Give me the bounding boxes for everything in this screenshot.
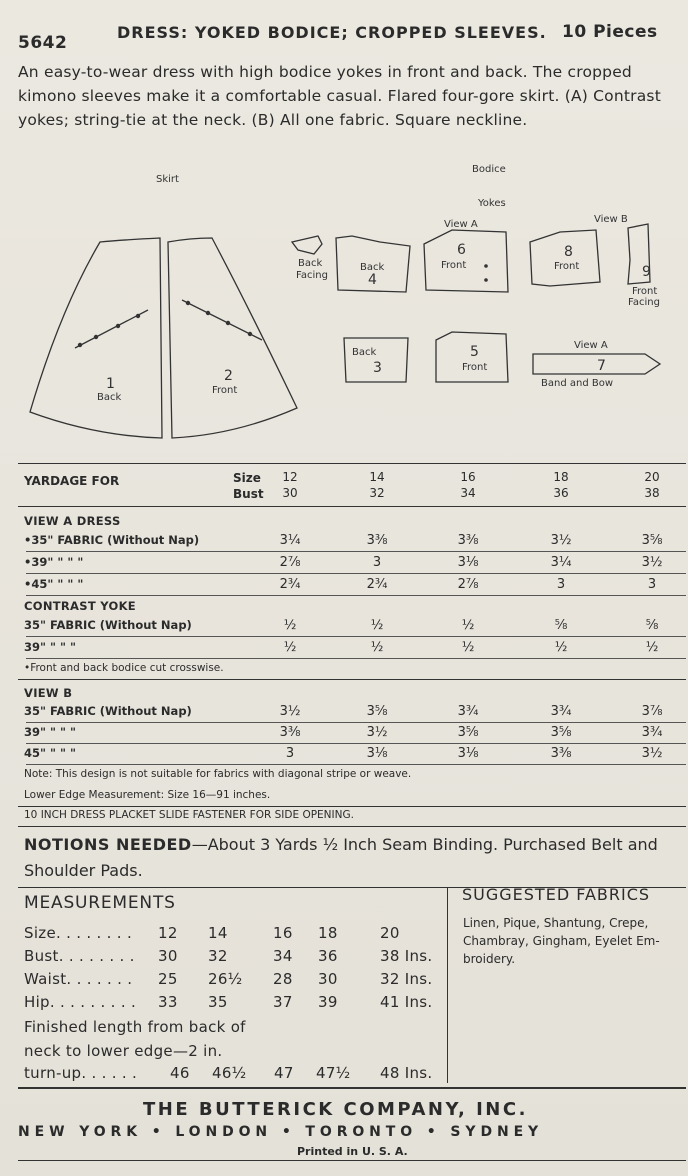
view-a-heading: VIEW A DRESS (24, 514, 121, 528)
turnup-value: 47 (274, 1064, 294, 1082)
bust-header-value: 30 (282, 486, 298, 500)
yardage-value: 3 (285, 746, 295, 761)
measure-value: 20 (380, 924, 400, 942)
diagonal-note: Note: This design is not suitable for fabrics with diagonal stripe or weave. (24, 768, 412, 780)
finished-length-line2: neck to lower edge—2 in. (24, 1042, 223, 1060)
piece-6-name: Front (441, 260, 467, 271)
yardage-value: 2¾ (279, 577, 301, 592)
yardage-value: 3⅝ (550, 725, 572, 740)
yardage-value: ½ (283, 618, 297, 633)
measure-value: 14 (208, 924, 228, 942)
yardage-value: 3 (372, 555, 382, 570)
yardage-value: ⅝ (554, 618, 568, 633)
piece-5-number: 5 (470, 344, 479, 360)
yardage-value: ½ (370, 618, 384, 633)
cities: NEW YORK • LONDON • TORONTO • SYDNEY (18, 1124, 544, 1140)
yardage-row (18, 529, 686, 551)
piece-count: 10 Pieces (562, 22, 658, 42)
pattern-title: DRESS: YOKED BODICE; CROPPED SLEEVES. (117, 23, 547, 42)
size-header-value: 18 (553, 470, 569, 484)
measure-value: 16 (273, 924, 293, 942)
measure-value: 34 (273, 947, 293, 965)
piece-3-name: Back (352, 347, 377, 358)
measure-value: 30 (318, 970, 338, 988)
yardage-value: 3½ (641, 555, 663, 570)
fabric-width-label: 45" " " " (24, 746, 76, 760)
back-facing-name-2: Facing (296, 270, 328, 281)
yardage-row (18, 614, 686, 636)
yardage-value: ½ (370, 640, 384, 655)
fabrics-line-1: Linen, Pique, Shantung, Crepe, (463, 916, 649, 930)
fabric-width-label: 35" FABRIC (Without Nap) (24, 704, 192, 718)
back-facing-piece (292, 236, 322, 254)
measure-value: 41 Ins. (380, 993, 433, 1011)
printed-in: Printed in U. S. A. (297, 1145, 408, 1158)
piece-5-name: Front (462, 362, 488, 373)
size-header-value: 16 (460, 470, 476, 484)
yardage-value: 3⅝ (641, 533, 663, 548)
yardage-value: 3¼ (279, 533, 301, 548)
size-header-value: 14 (369, 470, 385, 484)
measure-value: 12 (158, 924, 178, 942)
column-divider (447, 888, 448, 1083)
measure-value: 32 Ins. (380, 970, 433, 988)
yardage-value: 3 (647, 577, 657, 592)
measure-value: 30 (158, 947, 178, 965)
skirt-front-piece (168, 238, 297, 438)
yardage-value: 3⅝ (366, 704, 388, 719)
fabric-width-label: •35" FABRIC (Without Nap) (24, 533, 200, 547)
measure-value: 25 (158, 970, 178, 988)
piece-6-number: 6 (457, 242, 466, 258)
row-rule (26, 595, 686, 596)
yardage-title: YARDAGE FOR (24, 474, 120, 488)
row-rule (26, 658, 686, 659)
measure-label: Hip. . . . . . . . . (24, 993, 137, 1011)
row-rule (26, 764, 686, 765)
pattern-pieces-diagram (0, 150, 688, 445)
measure-value: 28 (273, 970, 293, 988)
description: An easy-to-wear dress with high bodice yokes in front and back. The cropped kimono sleeves make it a comfortable casual. Flared four-gore skirt. (A) Contrast yokes; string-tie at the neck. (B) All one fabric. Square neckline. (18, 63, 661, 129)
company-name: THE BUTTERICK COMPANY, INC. (143, 1099, 528, 1120)
piece-4-number: 4 (368, 272, 377, 288)
measure-value: 37 (273, 993, 293, 1011)
fabric-width-label: 35" FABRIC (Without Nap) (24, 618, 192, 632)
fabric-width-label: •45" " " " (24, 577, 84, 591)
yardage-value: 3⅛ (457, 746, 479, 761)
piece-8-number: 8 (564, 244, 573, 260)
yardage-value: ½ (554, 640, 568, 655)
yardage-value: 3½ (366, 725, 388, 740)
front-facing-name-1: Front (632, 286, 658, 297)
yardage-value: 2⅞ (457, 577, 479, 592)
view-b-label: View B (594, 214, 628, 225)
size-header-value: 20 (644, 470, 660, 484)
measure-value: 35 (208, 993, 228, 1011)
turnup-label: turn-up. . . . . . (24, 1064, 138, 1082)
front-facing-name-2: Facing (628, 297, 660, 308)
bodice-label: Bodice (472, 164, 506, 175)
notions-heading: NOTIONS NEEDED (24, 835, 192, 854)
fabric-width-label: 39" " " " (24, 725, 76, 739)
yardage-value: 3¾ (457, 704, 479, 719)
measure-value: 33 (158, 993, 178, 1011)
measure-value: 32 (208, 947, 228, 965)
yardage-value: 3¾ (641, 725, 663, 740)
yardage-value: 3¼ (550, 555, 572, 570)
fabric-width-label: •39" " " " (24, 555, 84, 569)
yardage-row (18, 636, 686, 658)
fabrics-heading: SUGGESTED FABRICS (462, 885, 651, 904)
piece-8-name: Front (554, 261, 580, 272)
yardage-value: ⅝ (645, 618, 659, 633)
fabrics-line-3: broidery. (463, 952, 516, 966)
size-header-value: 12 (282, 470, 298, 484)
contrast-heading: CONTRAST YOKE (24, 599, 136, 613)
yardage-row (18, 700, 686, 722)
back-facing-name-1: Back (298, 258, 323, 269)
yardage-value: 3⅜ (366, 533, 388, 548)
piece-7-number: 7 (597, 358, 606, 374)
crosswise-note: •Front and back bodice cut crosswise. (24, 662, 224, 674)
piece-9-number: 9 (642, 264, 651, 280)
yardage-value: ½ (461, 640, 475, 655)
yardage-value: 3⅜ (279, 725, 301, 740)
notions-text: —About 3 Yards ½ Inch Seam Binding. Purchased Belt and Shoulder Pads. (24, 835, 658, 880)
yardage-value: 3⅛ (366, 746, 388, 761)
measurements-heading: MEASUREMENTS (24, 893, 176, 913)
yardage-value: ½ (461, 618, 475, 633)
yardage-value: 3⅛ (457, 555, 479, 570)
bust-header-value: 38 (644, 486, 660, 500)
pattern-number: 5642 (18, 33, 68, 53)
turnup-value: 47½ (316, 1064, 351, 1082)
yardage-value: 3⅜ (457, 533, 479, 548)
yardage-row (18, 721, 686, 743)
measure-value: 38 Ins. (380, 947, 433, 965)
piece-2-name: Front (212, 385, 238, 396)
piece-7-view: View A (574, 340, 608, 351)
yardage-value: 2⅞ (279, 555, 301, 570)
piece-7-name: Band and Bow (541, 378, 614, 389)
yardage-value: 3½ (550, 533, 572, 548)
piece-4-name: Back (360, 262, 385, 273)
measure-value: 26½ (208, 970, 243, 988)
measure-label: Bust. . . . . . . . (24, 947, 135, 965)
yardage-value: 3½ (641, 746, 663, 761)
yardage-value: 3¾ (550, 704, 572, 719)
piece-2-number: 2 (224, 368, 233, 384)
measure-label: Waist. . . . . . . (24, 970, 133, 988)
yardage-row (18, 573, 686, 595)
placket-note: 10 INCH DRESS PLACKET SLIDE FASTENER FOR SIDE OPENING. (24, 809, 354, 821)
yokes-label: Yokes (478, 198, 506, 209)
bust-header-value: 34 (460, 486, 476, 500)
turnup-value: 46½ (212, 1064, 247, 1082)
yardage-value: 3⅞ (641, 704, 663, 719)
piece-1-name: Back (97, 392, 122, 403)
fabric-width-label: 39" " " " (24, 640, 76, 654)
yardage-value: 3½ (279, 704, 301, 719)
view-a-label: View A (444, 219, 478, 230)
measure-value: 36 (318, 947, 338, 965)
fabrics-line-2: Chambray, Gingham, Eyelet Em- (463, 934, 660, 948)
size-label: Size (233, 471, 261, 485)
piece-3-number: 3 (373, 360, 382, 376)
bust-header-value: 36 (553, 486, 569, 500)
measure-value: 18 (318, 924, 338, 942)
yardage-row (18, 742, 686, 764)
yardage-value: 2¾ (366, 577, 388, 592)
turnup-value: 46 (170, 1064, 190, 1082)
yardage-value: ½ (645, 640, 659, 655)
yardage-row (18, 551, 686, 573)
measure-value: 39 (318, 993, 338, 1011)
skirt-label: Skirt (156, 174, 179, 185)
bust-label: Bust (233, 487, 264, 501)
notions (24, 832, 684, 884)
yardage-value: 3⅜ (550, 746, 572, 761)
view-b-heading: VIEW B (24, 686, 73, 700)
turnup-value: 48 Ins. (380, 1064, 433, 1082)
measure-label: Size. . . . . . . . (24, 924, 133, 942)
yardage-value: 3 (556, 577, 566, 592)
yardage-value: 3⅝ (457, 725, 479, 740)
finished-length-line1: Finished length from back of (24, 1018, 246, 1036)
yardage-value: ½ (283, 640, 297, 655)
bust-header-value: 32 (369, 486, 385, 500)
piece-1-number: 1 (106, 376, 115, 392)
lower-edge-note: Lower Edge Measurement: Size 16—91 inches. (24, 789, 271, 801)
